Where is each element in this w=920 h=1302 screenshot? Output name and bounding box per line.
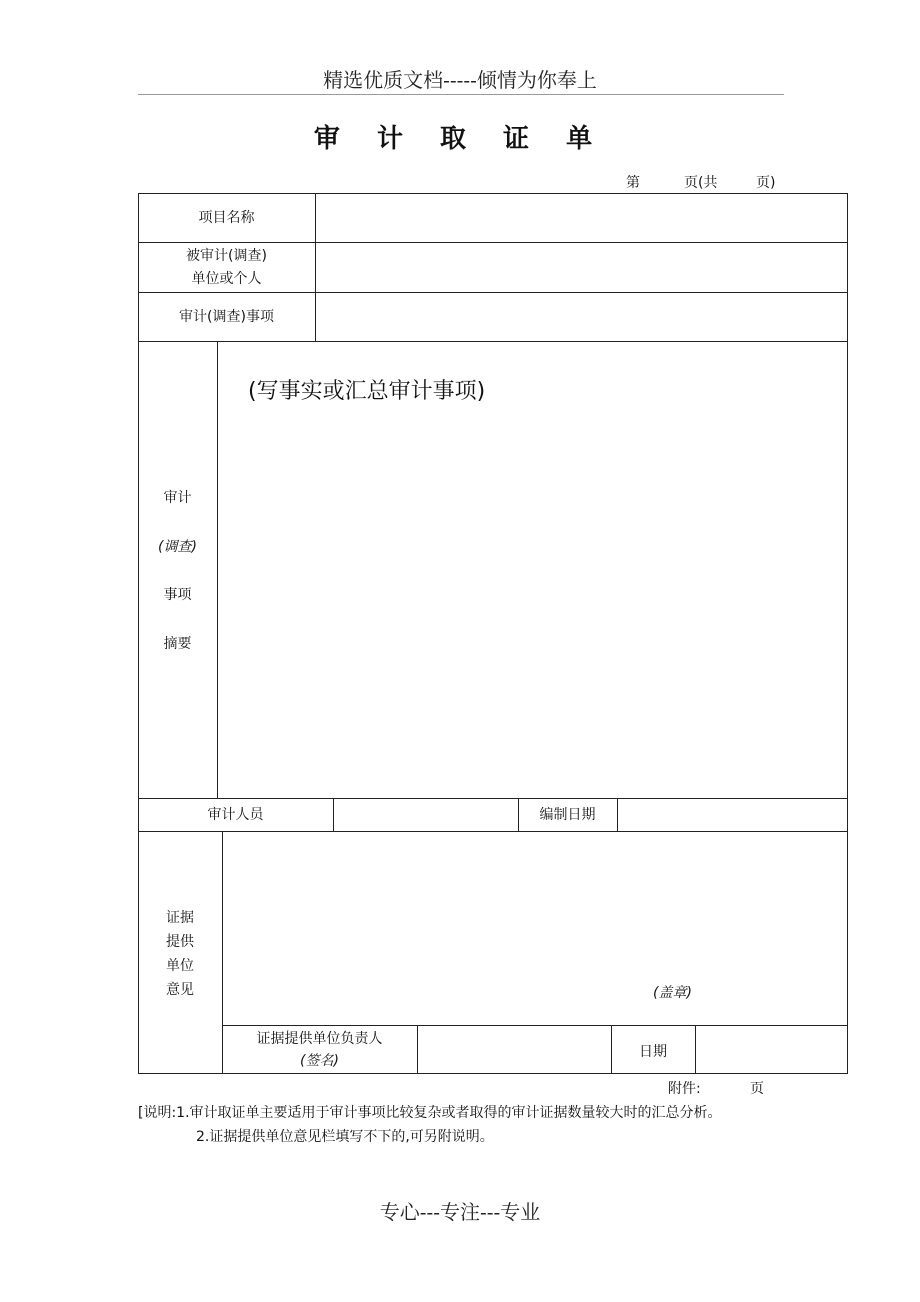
summary-label-3: 事项 xyxy=(163,587,192,603)
audited-unit-label-line2: 单位或个人 xyxy=(191,271,262,287)
date-field[interactable] xyxy=(696,1026,847,1073)
audited-unit-label-line1: 被审计(调查) xyxy=(186,248,267,264)
audit-item-field[interactable] xyxy=(316,293,847,341)
note-line-1: [说明:1.审计取证单主要适用于审计事项比较复杂或者取得的审计证据数量较大时的汇总分析。 xyxy=(138,1105,722,1121)
opinion-label-3: 单位 xyxy=(166,958,194,974)
header-divider xyxy=(138,94,784,95)
summary-field[interactable] xyxy=(218,342,847,798)
page-title: 审 计 取 证 单 xyxy=(313,124,607,154)
responsible-label-line1: 证据提供单位负责人 xyxy=(256,1031,383,1047)
attachment-label: 附件: xyxy=(668,1081,701,1097)
opinion-label-1: 证据 xyxy=(166,910,194,926)
opinion-label-4: 意见 xyxy=(166,982,194,998)
opinion-label-2: 提供 xyxy=(166,934,194,950)
responsible-signature-field[interactable] xyxy=(418,1026,611,1073)
opinion-field[interactable] xyxy=(223,832,847,1025)
note-line-2: 2.证据提供单位意见栏填写不下的,可另附说明。 xyxy=(196,1129,494,1145)
document-footer: 专心---专注---专业 xyxy=(379,1200,541,1224)
audit-item-label: 审计(调查)事项 xyxy=(179,309,274,325)
page-suffix: 页(共 xyxy=(684,175,718,191)
summary-label-2: (调查) xyxy=(158,539,197,555)
summary-label-4: 摘要 xyxy=(163,636,192,652)
project-name-field[interactable] xyxy=(316,194,847,242)
summary-hint: (写事实或汇总审计事项) xyxy=(248,379,486,404)
seal-label: (盖章) xyxy=(653,985,692,1001)
responsible-label-line2: (签名) xyxy=(300,1053,339,1069)
attachment-unit: 页 xyxy=(750,1081,764,1097)
total-suffix: 页) xyxy=(756,175,776,191)
date-label: 日期 xyxy=(639,1044,667,1060)
compile-date-field[interactable] xyxy=(618,799,847,831)
page-prefix: 第 xyxy=(626,175,640,191)
project-name-label: 项目名称 xyxy=(198,210,255,226)
summary-label-1: 审计 xyxy=(163,490,192,506)
audited-unit-field[interactable] xyxy=(316,243,847,292)
compile-date-label: 编制日期 xyxy=(539,807,596,823)
auditor-label: 审计人员 xyxy=(207,807,264,823)
auditor-field[interactable] xyxy=(334,799,518,831)
document-header: 精选优质文档-----倾情为你奉上 xyxy=(323,68,597,92)
